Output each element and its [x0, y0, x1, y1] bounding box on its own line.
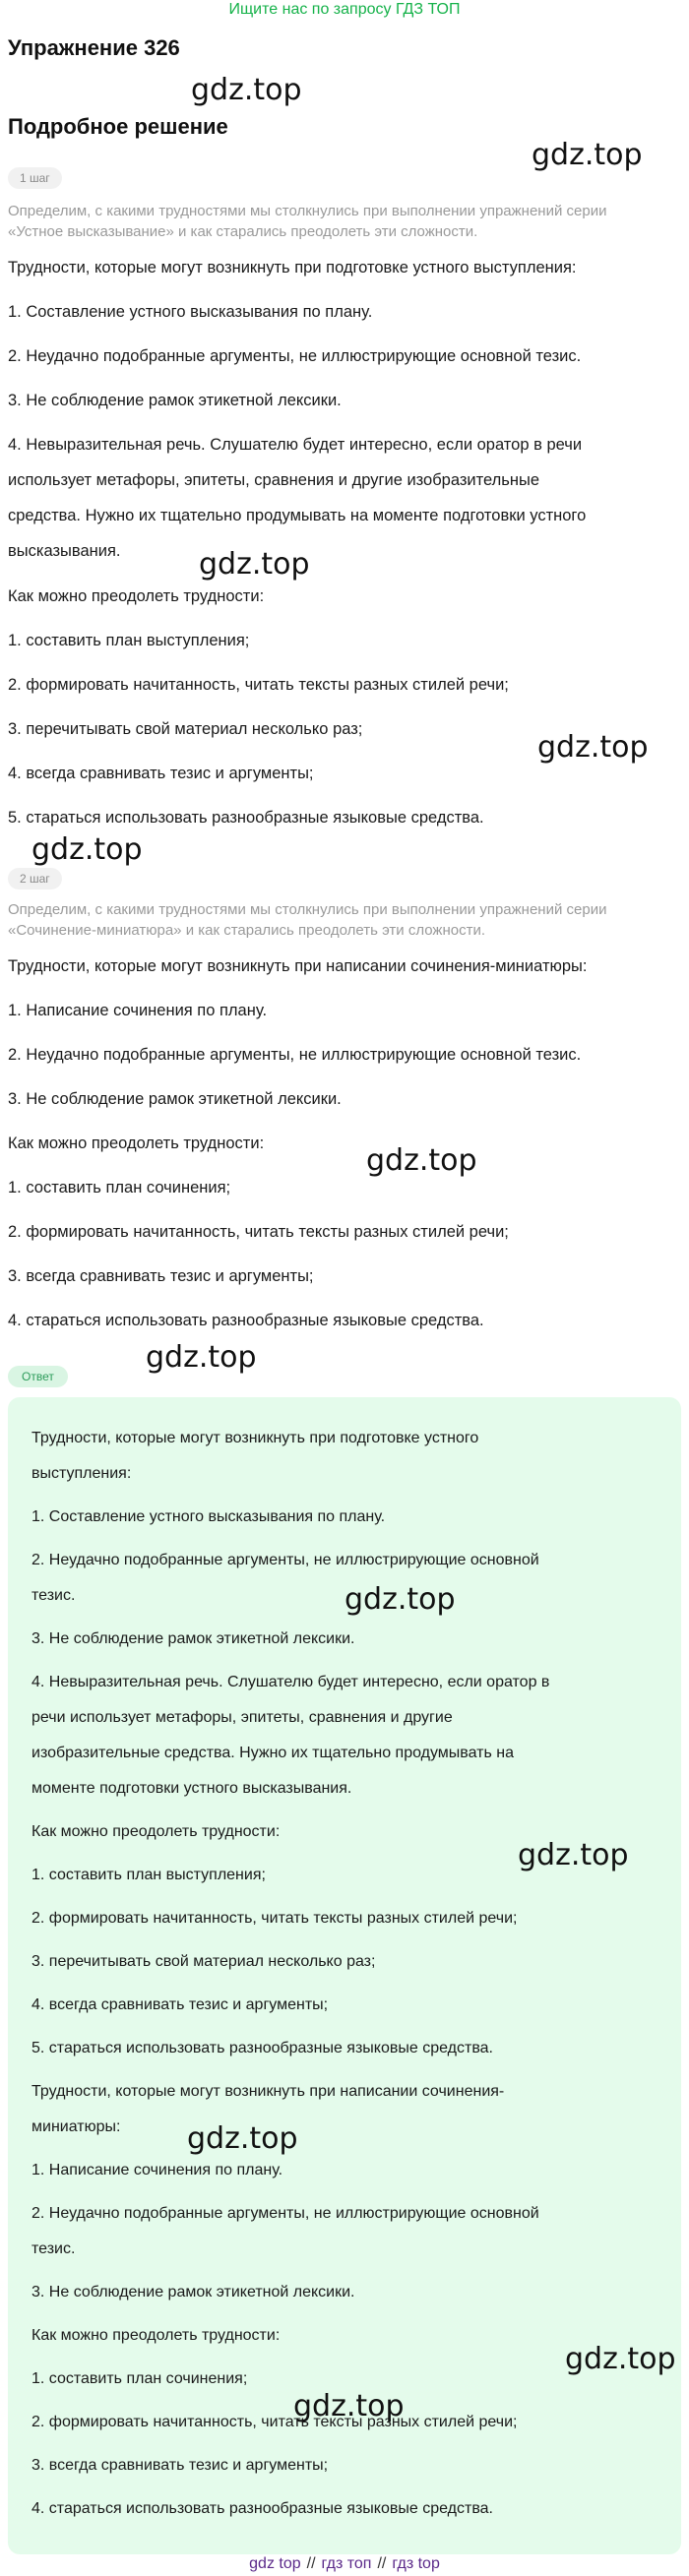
- step-2-line: 2. формировать начитанность, читать тексты разных стилей речи;: [8, 1223, 509, 1241]
- answer-line: моменте подготовки устного высказывания.: [31, 1780, 352, 1797]
- footer-link-gdz-top-mixed[interactable]: гдз top: [392, 2555, 440, 2572]
- answer-line: выступления:: [31, 1465, 132, 1482]
- watermark: gdz.top: [537, 730, 649, 765]
- watermark: gdz.top: [344, 1582, 456, 1617]
- watermark: gdz.top: [191, 73, 302, 107]
- step-1-line: Трудности, которые могут возникнуть при подготовке устного выступления:: [8, 259, 577, 276]
- step-2-line: Как можно преодолеть трудности:: [8, 1135, 265, 1152]
- answer-line: 3. всегда сравнивать тезис и аргументы;: [31, 2457, 329, 2474]
- step-2-line: 1. Написание сочинения по плану.: [8, 1002, 268, 1019]
- answer-line: 2. формировать начитанность, читать тексты разных стилей речи;: [31, 1910, 518, 1927]
- watermark: gdz.top: [532, 138, 643, 172]
- step-1-line: 2. формировать начитанность, читать тексты разных стилей речи;: [8, 676, 509, 694]
- step-2-line: 3. всегда сравнивать тезис и аргументы;: [8, 1267, 314, 1285]
- step-1-line: 3. Не соблюдение рамок этикетной лексики.: [8, 392, 342, 409]
- answer-line: 1. Составление устного высказывания по плану.: [31, 1508, 386, 1525]
- step-1-line: высказывания.: [8, 542, 121, 560]
- watermark: gdz.top: [31, 832, 143, 867]
- step-1-line: 3. перечитывать свой материал несколько раз;: [8, 720, 363, 738]
- footer-link-gdz-top[interactable]: gdz top: [249, 2555, 301, 2572]
- watermark: gdz.top: [565, 2342, 676, 2376]
- answer-line: речи использует метафоры, эпитеты, сравнения и другие: [31, 1709, 453, 1726]
- answer-line: тезис.: [31, 2240, 76, 2257]
- answer-line: тезис.: [31, 1587, 76, 1604]
- solution-heading: Подробное решение: [8, 114, 228, 139]
- step-2-line: Трудности, которые могут возникнуть при написании сочинения-миниатюры:: [8, 957, 588, 975]
- step-2-badge: 2 шаг: [8, 868, 62, 889]
- answer-line: 1. составить план сочинения;: [31, 2370, 248, 2387]
- answer-line: 1. составить план выступления;: [31, 1867, 266, 1883]
- footer-separator: //: [377, 2555, 387, 2572]
- answer-line: изобразительные средства. Нужно их тщательно продумывать на: [31, 1745, 515, 1761]
- step-1-badge: 1 шаг: [8, 167, 62, 189]
- answer-line: 5. стараться использовать разнообразные языковые средства.: [31, 2040, 493, 2056]
- search-banner[interactable]: Ищите нас по запросу ГДЗ ТОП: [228, 1, 461, 18]
- answer-line: Как можно преодолеть трудности:: [31, 2327, 281, 2344]
- step-2-line: 1. составить план сочинения;: [8, 1179, 231, 1196]
- step-1-line: средства. Нужно их тщательно продумывать на моменте подготовки устного: [8, 507, 587, 524]
- footer-link-gdz-top-cyrillic[interactable]: гдз топ: [321, 2555, 372, 2572]
- step-1-note-line-2: «Устное высказывание» и как старались преодолеть эти сложности.: [8, 223, 478, 240]
- answer-line: 1. Написание сочинения по плану.: [31, 2162, 283, 2178]
- answer-line: 4. Невыразительная речь. Слушателю будет интересно, если оратор в: [31, 1674, 550, 1690]
- watermark: gdz.top: [199, 547, 310, 582]
- answer-line: миниатюры:: [31, 2118, 121, 2135]
- watermark: gdz.top: [518, 1838, 629, 1872]
- step-1-line: 1. составить план выступления;: [8, 632, 250, 649]
- step-1-line: 4. всегда сравнивать тезис и аргументы;: [8, 765, 314, 782]
- answer-line: 2. формировать начитанность, читать тексты разных стилей речи;: [31, 2414, 518, 2430]
- step-2-note-line-1: Определим, с какими трудностями мы столкнулись при выполнении упражнений серии: [8, 901, 607, 918]
- answer-line: 2. Неудачно подобранные аргументы, не иллюстрирующие основной: [31, 1552, 539, 1568]
- watermark: gdz.top: [187, 2121, 298, 2156]
- step-1-line: 2. Неудачно подобранные аргументы, не иллюстрирующие основной тезис.: [8, 347, 582, 365]
- step-2-line: 3. Не соблюдение рамок этикетной лексики.: [8, 1090, 342, 1108]
- answer-line: Трудности, которые могут возникнуть при написании сочинения-: [31, 2083, 505, 2100]
- answer-line: 3. перечитывать свой материал несколько раз;: [31, 1953, 376, 1970]
- answer-line: Трудности, которые могут возникнуть при подготовке устного: [31, 1430, 479, 1446]
- answer-line: 4. всегда сравнивать тезис и аргументы;: [31, 1996, 329, 2013]
- answer-line: 4. стараться использовать разнообразные языковые средства.: [31, 2500, 493, 2517]
- answer-line: 3. Не соблюдение рамок этикетной лексики.: [31, 2284, 355, 2300]
- step-2-note-line-2: «Сочинение-миниатюра» и как старались преодолеть эти сложности.: [8, 922, 485, 939]
- step-1-line: использует метафоры, эпитеты, сравнения и другие изобразительные: [8, 471, 540, 489]
- watermark: gdz.top: [293, 2389, 405, 2423]
- watermark: gdz.top: [366, 1143, 477, 1178]
- answer-line: 3. Не соблюдение рамок этикетной лексики.: [31, 1630, 355, 1647]
- step-2-line: 2. Неудачно подобранные аргументы, не иллюстрирующие основной тезис.: [8, 1046, 582, 1064]
- step-1-line: 1. Составление устного высказывания по плану.: [8, 303, 373, 321]
- step-1-line: 5. стараться использовать разнообразные языковые средства.: [8, 809, 484, 827]
- footer-separator: //: [306, 2555, 316, 2572]
- watermark: gdz.top: [146, 1340, 257, 1375]
- answer-line: 2. Неудачно подобранные аргументы, не иллюстрирующие основной: [31, 2205, 539, 2222]
- answer-badge: Ответ: [8, 1366, 68, 1387]
- step-1-note-line-1: Определим, с какими трудностями мы столкнулись при выполнении упражнений серии: [8, 203, 607, 219]
- answer-line: Как можно преодолеть трудности:: [31, 1823, 281, 1840]
- step-2-line: 4. стараться использовать разнообразные языковые средства.: [8, 1312, 484, 1329]
- step-1-line: 4. Невыразительная речь. Слушателю будет интересно, если оратор в речи: [8, 436, 583, 454]
- exercise-title: Упражнение 326: [8, 35, 180, 60]
- step-1-line: Как можно преодолеть трудности:: [8, 587, 265, 605]
- footer-links: [0, 2552, 689, 2576]
